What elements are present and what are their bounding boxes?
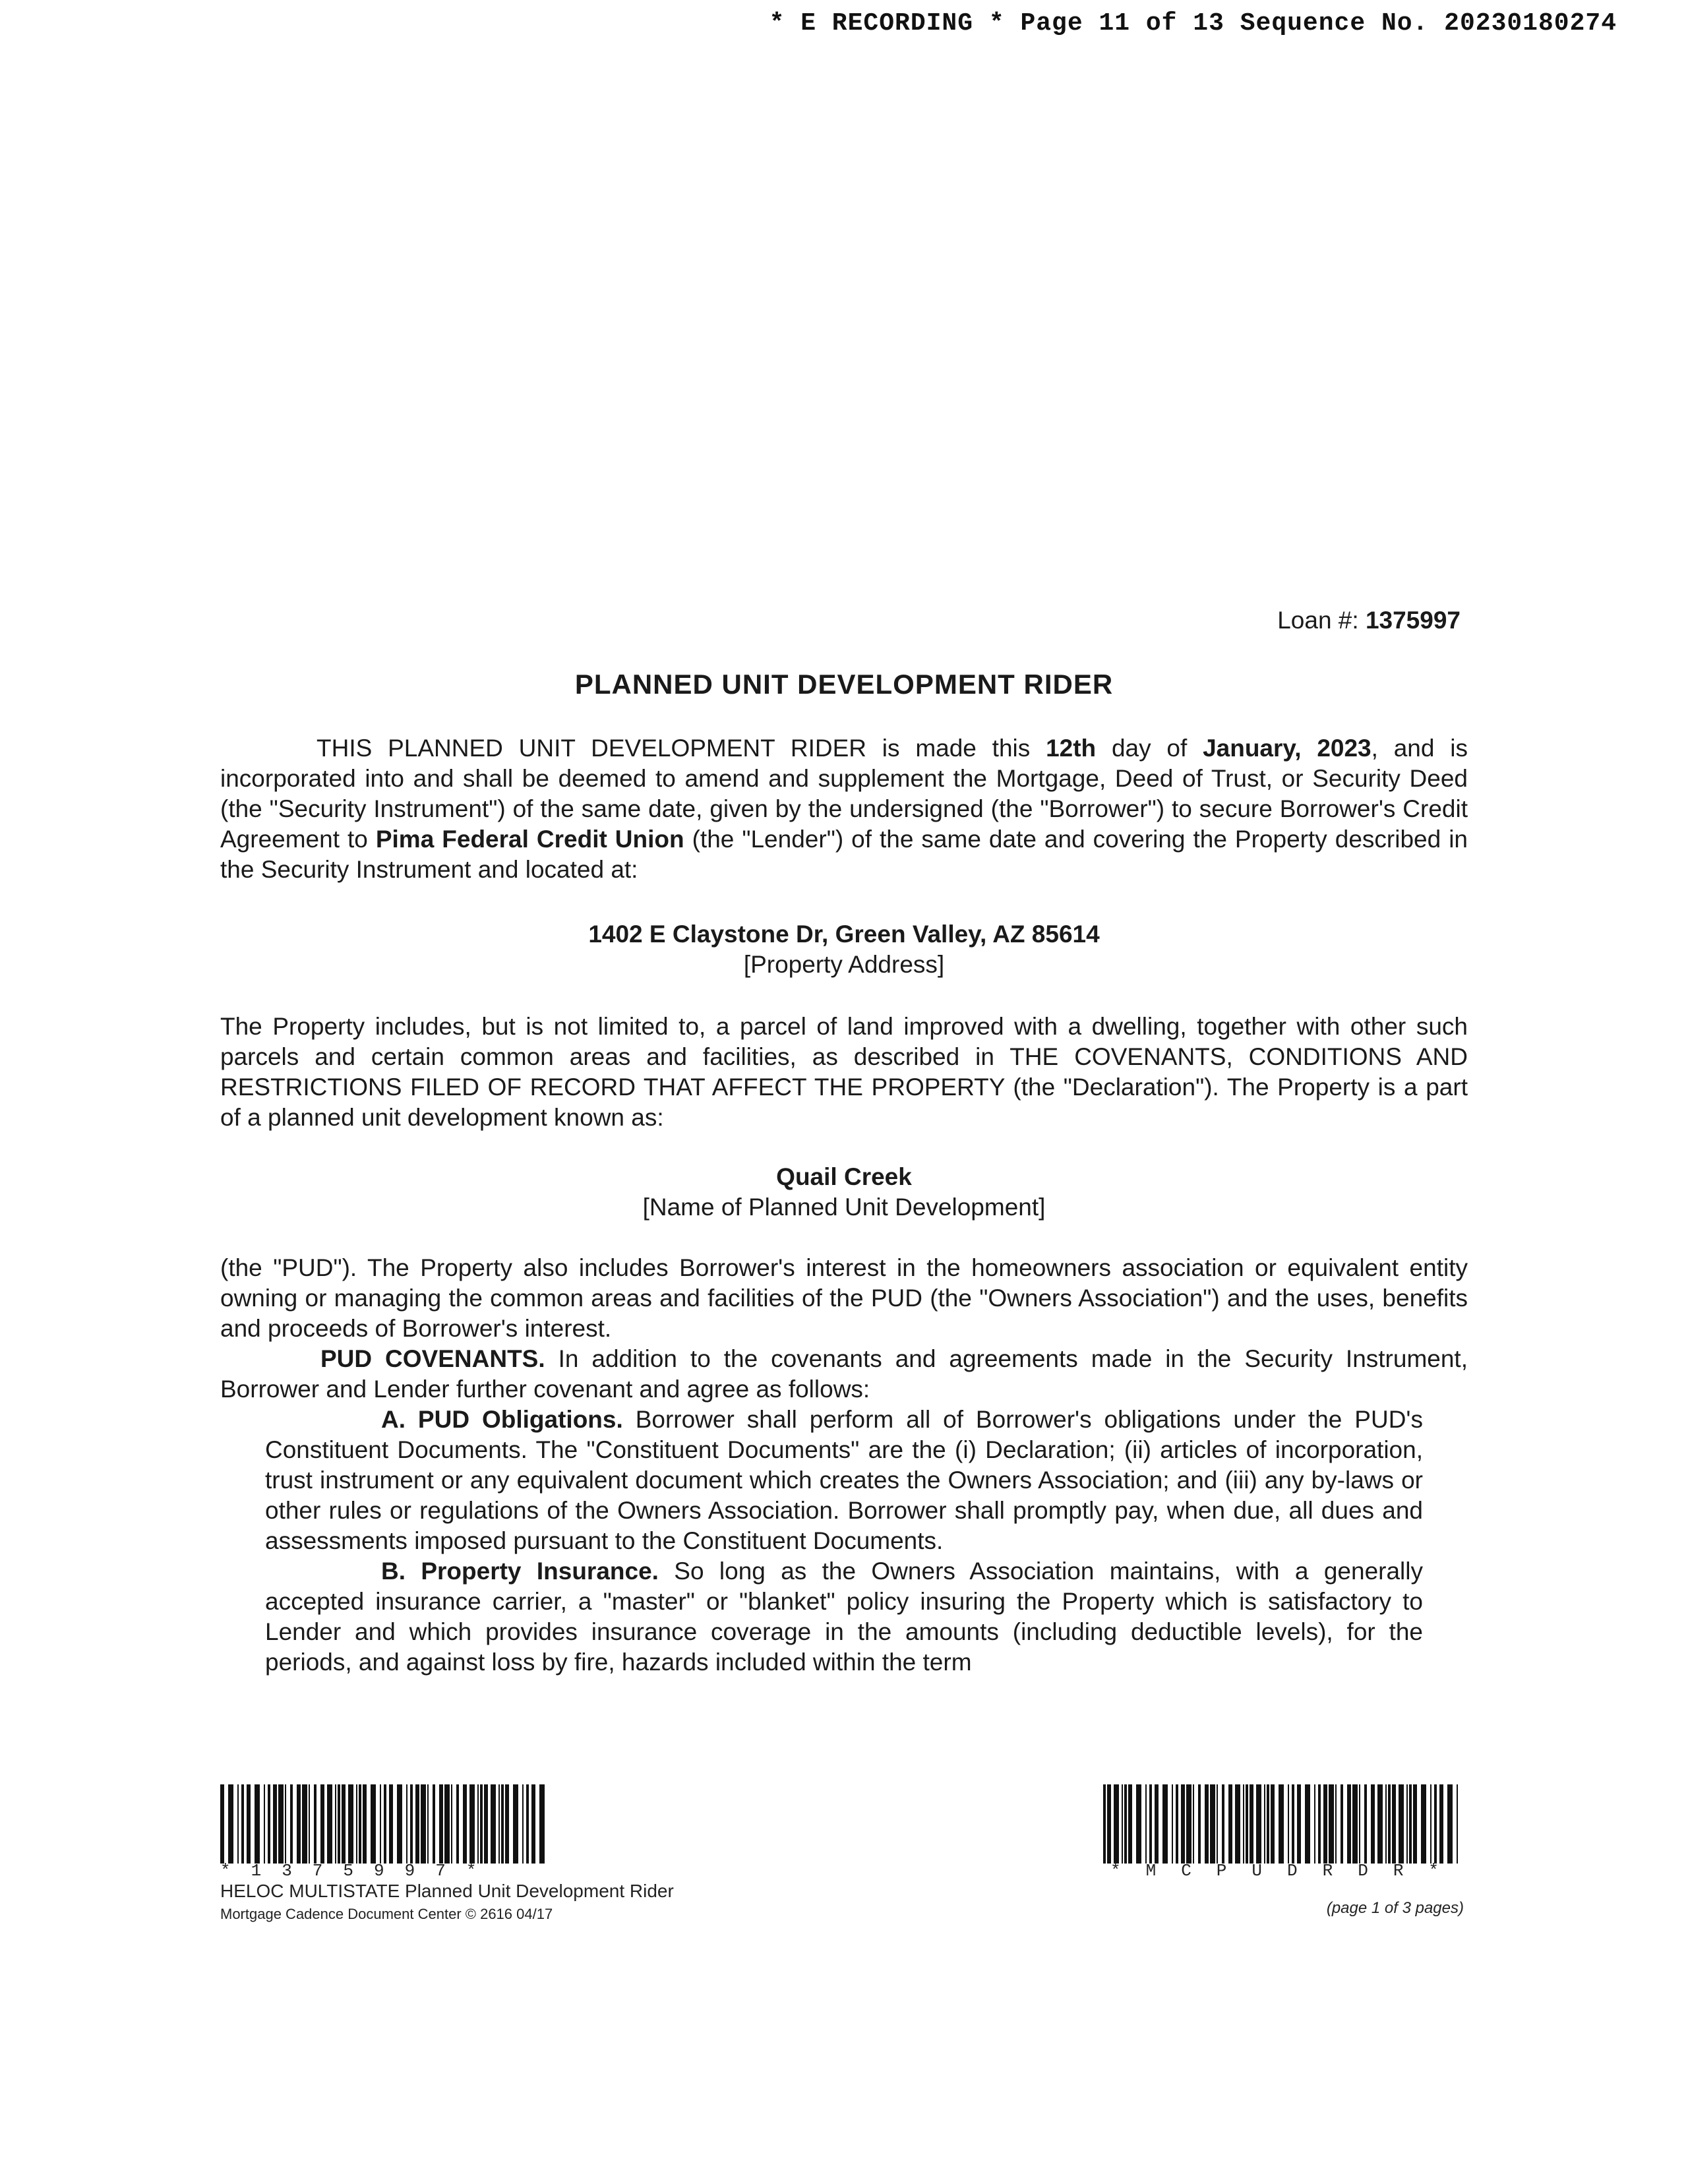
barcode-bar	[1155, 1784, 1159, 1864]
barcode-bar	[228, 1784, 233, 1864]
barcode-bar	[348, 1784, 353, 1864]
barcode-bar	[285, 1784, 286, 1864]
barcode-bar	[1329, 1784, 1334, 1864]
barcode-bar	[1250, 1784, 1253, 1864]
barcode-bar	[1409, 1784, 1412, 1864]
barcode-bar	[1434, 1784, 1437, 1864]
barcode-bar	[380, 1784, 381, 1864]
barcode-bar	[1305, 1784, 1310, 1864]
barcode-bar	[1318, 1784, 1321, 1864]
barcode-bar	[406, 1784, 407, 1864]
barcode-bar	[1103, 1784, 1106, 1864]
barcode-bar	[1323, 1784, 1327, 1864]
barcode-bar	[1392, 1784, 1396, 1864]
loan-label: Loan #:	[1277, 607, 1359, 634]
barcode-bar	[356, 1784, 357, 1864]
barcode-bar	[1235, 1784, 1240, 1864]
barcode-bar	[363, 1784, 367, 1864]
barcode-bar	[359, 1784, 361, 1864]
loan-barcode	[220, 1784, 551, 1864]
property-address: 1402 E Claystone Dr, Green Valley, AZ 85614	[588, 921, 1100, 948]
barcode-bar	[1243, 1784, 1244, 1864]
barcode-bar	[1406, 1784, 1408, 1864]
barcode-bar	[1145, 1784, 1147, 1864]
barcode-bar	[1413, 1784, 1417, 1864]
barcode-bar	[1210, 1784, 1215, 1864]
barcode-bar	[1172, 1784, 1173, 1864]
barcode-bar	[1122, 1784, 1123, 1864]
barcode-bar	[314, 1784, 316, 1864]
barcode-bar	[1181, 1784, 1185, 1864]
barcode-bar	[427, 1784, 429, 1864]
barcode-bar	[1222, 1784, 1224, 1864]
barcode-bar	[1359, 1784, 1360, 1864]
barcode-bar	[1371, 1784, 1375, 1864]
barcode-bar	[477, 1784, 479, 1864]
barcode-bar	[501, 1784, 504, 1864]
barcode-bar	[389, 1784, 393, 1864]
barcode-bar	[1193, 1784, 1194, 1864]
barcode-bar	[1288, 1784, 1289, 1864]
barcode-bar	[451, 1784, 452, 1864]
barcode-bar	[384, 1784, 386, 1864]
barcode-bar	[505, 1784, 509, 1864]
barcode-bar	[1124, 1784, 1127, 1864]
pud-paragraph: (the "PUD"). The Property also includes Borrower's interest in the homeowners association or equivalent entity owning or managing the common areas and facilities of the PUD (the "Owners Association") and the uses, benefits and proceeds of Borrower's interest.	[220, 1254, 1468, 1342]
footer-form-info	[220, 1881, 674, 1923]
barcode-bar	[433, 1784, 435, 1864]
barcode-bar	[1430, 1784, 1432, 1864]
barcode-bar	[335, 1784, 336, 1864]
barcode-bar	[1292, 1784, 1294, 1864]
section-a: A. PUD Obligations. Borrower shall perform all of Borrower's obligations under the PUD's Constituent Documents. The "Constituent Documents" are the (i) Declaration; (ii) articles of incorporation, trust instrument or any equivalent document which creates the Owners Association; and (iii) any by-laws or other rules or regulations of the Owners Association. Borrower shall promptly pay, when due, all dues and assessments imposed pursuant to the Constituent Documents.	[265, 1406, 1423, 1554]
loan-barcode-text: *1375997*	[220, 1861, 497, 1881]
loan-number-line	[1277, 607, 1461, 634]
barcode-bar	[338, 1784, 340, 1864]
barcode-bar	[237, 1784, 239, 1864]
barcode-bar	[264, 1784, 265, 1864]
barcode-bar	[491, 1784, 496, 1864]
barcode-bar	[1314, 1784, 1315, 1864]
form-barcode-text: *MCPUDRDR*	[1110, 1861, 1464, 1881]
covenants-heading: PUD COVENANTS.	[320, 1345, 545, 1372]
barcode-bar	[1267, 1784, 1269, 1864]
section-b: B. Property Insurance. So long as the Owners Association maintains, with a generally accepted insurance carrier, a "master" or "blanket" policy insuring the Property which is satisfactory to Lender and which provides insurance coverage in the amounts (including deductible levels), for the periods, and against loss by fire, hazards included within the term	[265, 1558, 1423, 1676]
barcode-bar	[1186, 1784, 1191, 1864]
barcode-bar	[469, 1784, 475, 1864]
barcode-bar	[1347, 1784, 1351, 1864]
lender-name: Pima Federal Credit Union	[375, 826, 684, 853]
pud-name-block	[0, 1162, 1688, 1223]
barcode-bar	[220, 1784, 224, 1864]
barcode-bar	[1205, 1784, 1209, 1864]
barcode-bar	[1399, 1784, 1404, 1864]
document-title: PLANNED UNIT DEVELOPMENT RIDER	[574, 669, 1114, 700]
barcode-bar	[1377, 1784, 1383, 1864]
loan-number: 1375997	[1365, 607, 1461, 634]
barcode-bar	[421, 1784, 426, 1864]
barcode-bar	[498, 1784, 500, 1864]
rider-date: January, 2023	[1203, 735, 1372, 762]
barcode-bar	[255, 1784, 260, 1864]
recording-header: * E RECORDING * Page 11 of 13 Sequence No. 20230180274	[769, 9, 1617, 38]
barcode-bar	[342, 1784, 346, 1864]
barcode-bar	[1246, 1784, 1248, 1864]
barcode-bar	[1457, 1784, 1458, 1864]
barcode-bar	[1256, 1784, 1261, 1864]
footer-page-count: (page 1 of 3 pages)	[1326, 1899, 1464, 1917]
barcode-bar	[397, 1784, 402, 1864]
barcode-bar	[1149, 1784, 1152, 1864]
barcode-bar	[1136, 1784, 1141, 1864]
intro-paragraph	[220, 733, 1468, 885]
barcode-bar	[273, 1784, 277, 1864]
barcode-bar	[484, 1784, 488, 1864]
barcode-bar	[1128, 1784, 1132, 1864]
barcode-bar	[1439, 1784, 1443, 1864]
rider-day: 12th	[1046, 735, 1097, 762]
barcode-bar	[456, 1784, 459, 1864]
barcode-bar	[290, 1784, 293, 1864]
barcode-bar	[1217, 1784, 1218, 1864]
barcode-bar	[1447, 1784, 1453, 1864]
property-address-block	[0, 919, 1688, 980]
barcode-bar	[241, 1784, 244, 1864]
covenants-paragraph: PUD COVENANTS. In addition to the covenants and agreements made in the Security Instrument, Borrower and Lender further covenant and agree as follows:	[220, 1345, 1468, 1403]
barcode-bar	[1341, 1784, 1343, 1864]
barcode-bar	[513, 1784, 518, 1864]
barcode-bar	[439, 1784, 443, 1864]
barcode-bar	[463, 1784, 467, 1864]
barcode-bar	[1385, 1784, 1387, 1864]
barcode-bar	[1297, 1784, 1301, 1864]
barcode-bar	[297, 1784, 301, 1864]
barcode-bar	[327, 1784, 332, 1864]
barcode-bar	[1352, 1784, 1358, 1864]
barcode-bar	[444, 1784, 450, 1864]
barcode-bar	[1271, 1784, 1275, 1864]
section-b-heading: B. Property Insurance.	[381, 1558, 659, 1585]
barcode-bar	[1114, 1784, 1119, 1864]
intro-text: THIS PLANNED UNIT DEVELOPMENT RIDER is made this 12th day of January, 2023, and is incorporated into and shall be deemed to amend and supplement the Mortgage, Deed of Trust, or Security Deed (the "Security Instrument") of the same date, given by the undersigned (the "Borrower") to secure Borrower's Credit Agreement to Pima Federal Credit Union (the "Lender") of the same date and covering the Property described in the Security Instrument and located at:	[220, 735, 1468, 883]
barcode-bar	[1279, 1784, 1284, 1864]
barcode-bar	[1228, 1784, 1232, 1864]
property-address-caption: [Property Address]	[743, 951, 945, 978]
barcode-bar	[247, 1784, 251, 1864]
barcode-bar	[278, 1784, 284, 1864]
barcode-bar	[1421, 1784, 1426, 1864]
barcode-bar	[1335, 1784, 1337, 1864]
barcode-bar	[371, 1784, 376, 1864]
barcode-bar	[1107, 1784, 1111, 1864]
barcode-bar	[539, 1784, 545, 1864]
barcode-bar	[320, 1784, 324, 1864]
property-paragraph: The Property includes, but is not limited to, a parcel of land improved with a dwelling, together with other such parcels and certain common areas and facilities, as described in THE COVENANTS, CONDITIONS AND RESTRICTIONS FILED OF RECORD THAT AFFECT THE PROPERTY (the "Declaration"). The Property is a part of a planned unit development known as:	[220, 1013, 1468, 1131]
barcode-bar	[531, 1784, 535, 1864]
footer-source: Mortgage Cadence Document Center © 2616 04/17	[220, 1906, 553, 1922]
barcode-bar	[1388, 1784, 1391, 1864]
footer-form-name: HELOC MULTISTATE Planned Unit Development Rider	[220, 1881, 674, 1901]
section-a-heading: A. PUD Obligations.	[381, 1406, 623, 1433]
barcode-bar	[1364, 1784, 1367, 1864]
barcode-bar	[410, 1784, 413, 1864]
barcode-bar	[309, 1784, 310, 1864]
barcode-bar	[268, 1784, 270, 1864]
pud-name: Quail Creek	[776, 1163, 912, 1190]
form-barcode	[1103, 1784, 1464, 1864]
barcode-bar	[302, 1784, 307, 1864]
barcode-bar	[522, 1784, 524, 1864]
barcode-bar	[1198, 1784, 1201, 1864]
barcode-bar	[415, 1784, 419, 1864]
barcode-bar	[526, 1784, 529, 1864]
barcode-bar	[1176, 1784, 1178, 1864]
barcode-bar	[1162, 1784, 1168, 1864]
barcode-bar	[1264, 1784, 1265, 1864]
pud-section	[220, 1253, 1468, 1678]
barcode-bar	[480, 1784, 483, 1864]
pud-name-caption: [Name of Planned Unit Development]	[642, 1194, 1046, 1221]
